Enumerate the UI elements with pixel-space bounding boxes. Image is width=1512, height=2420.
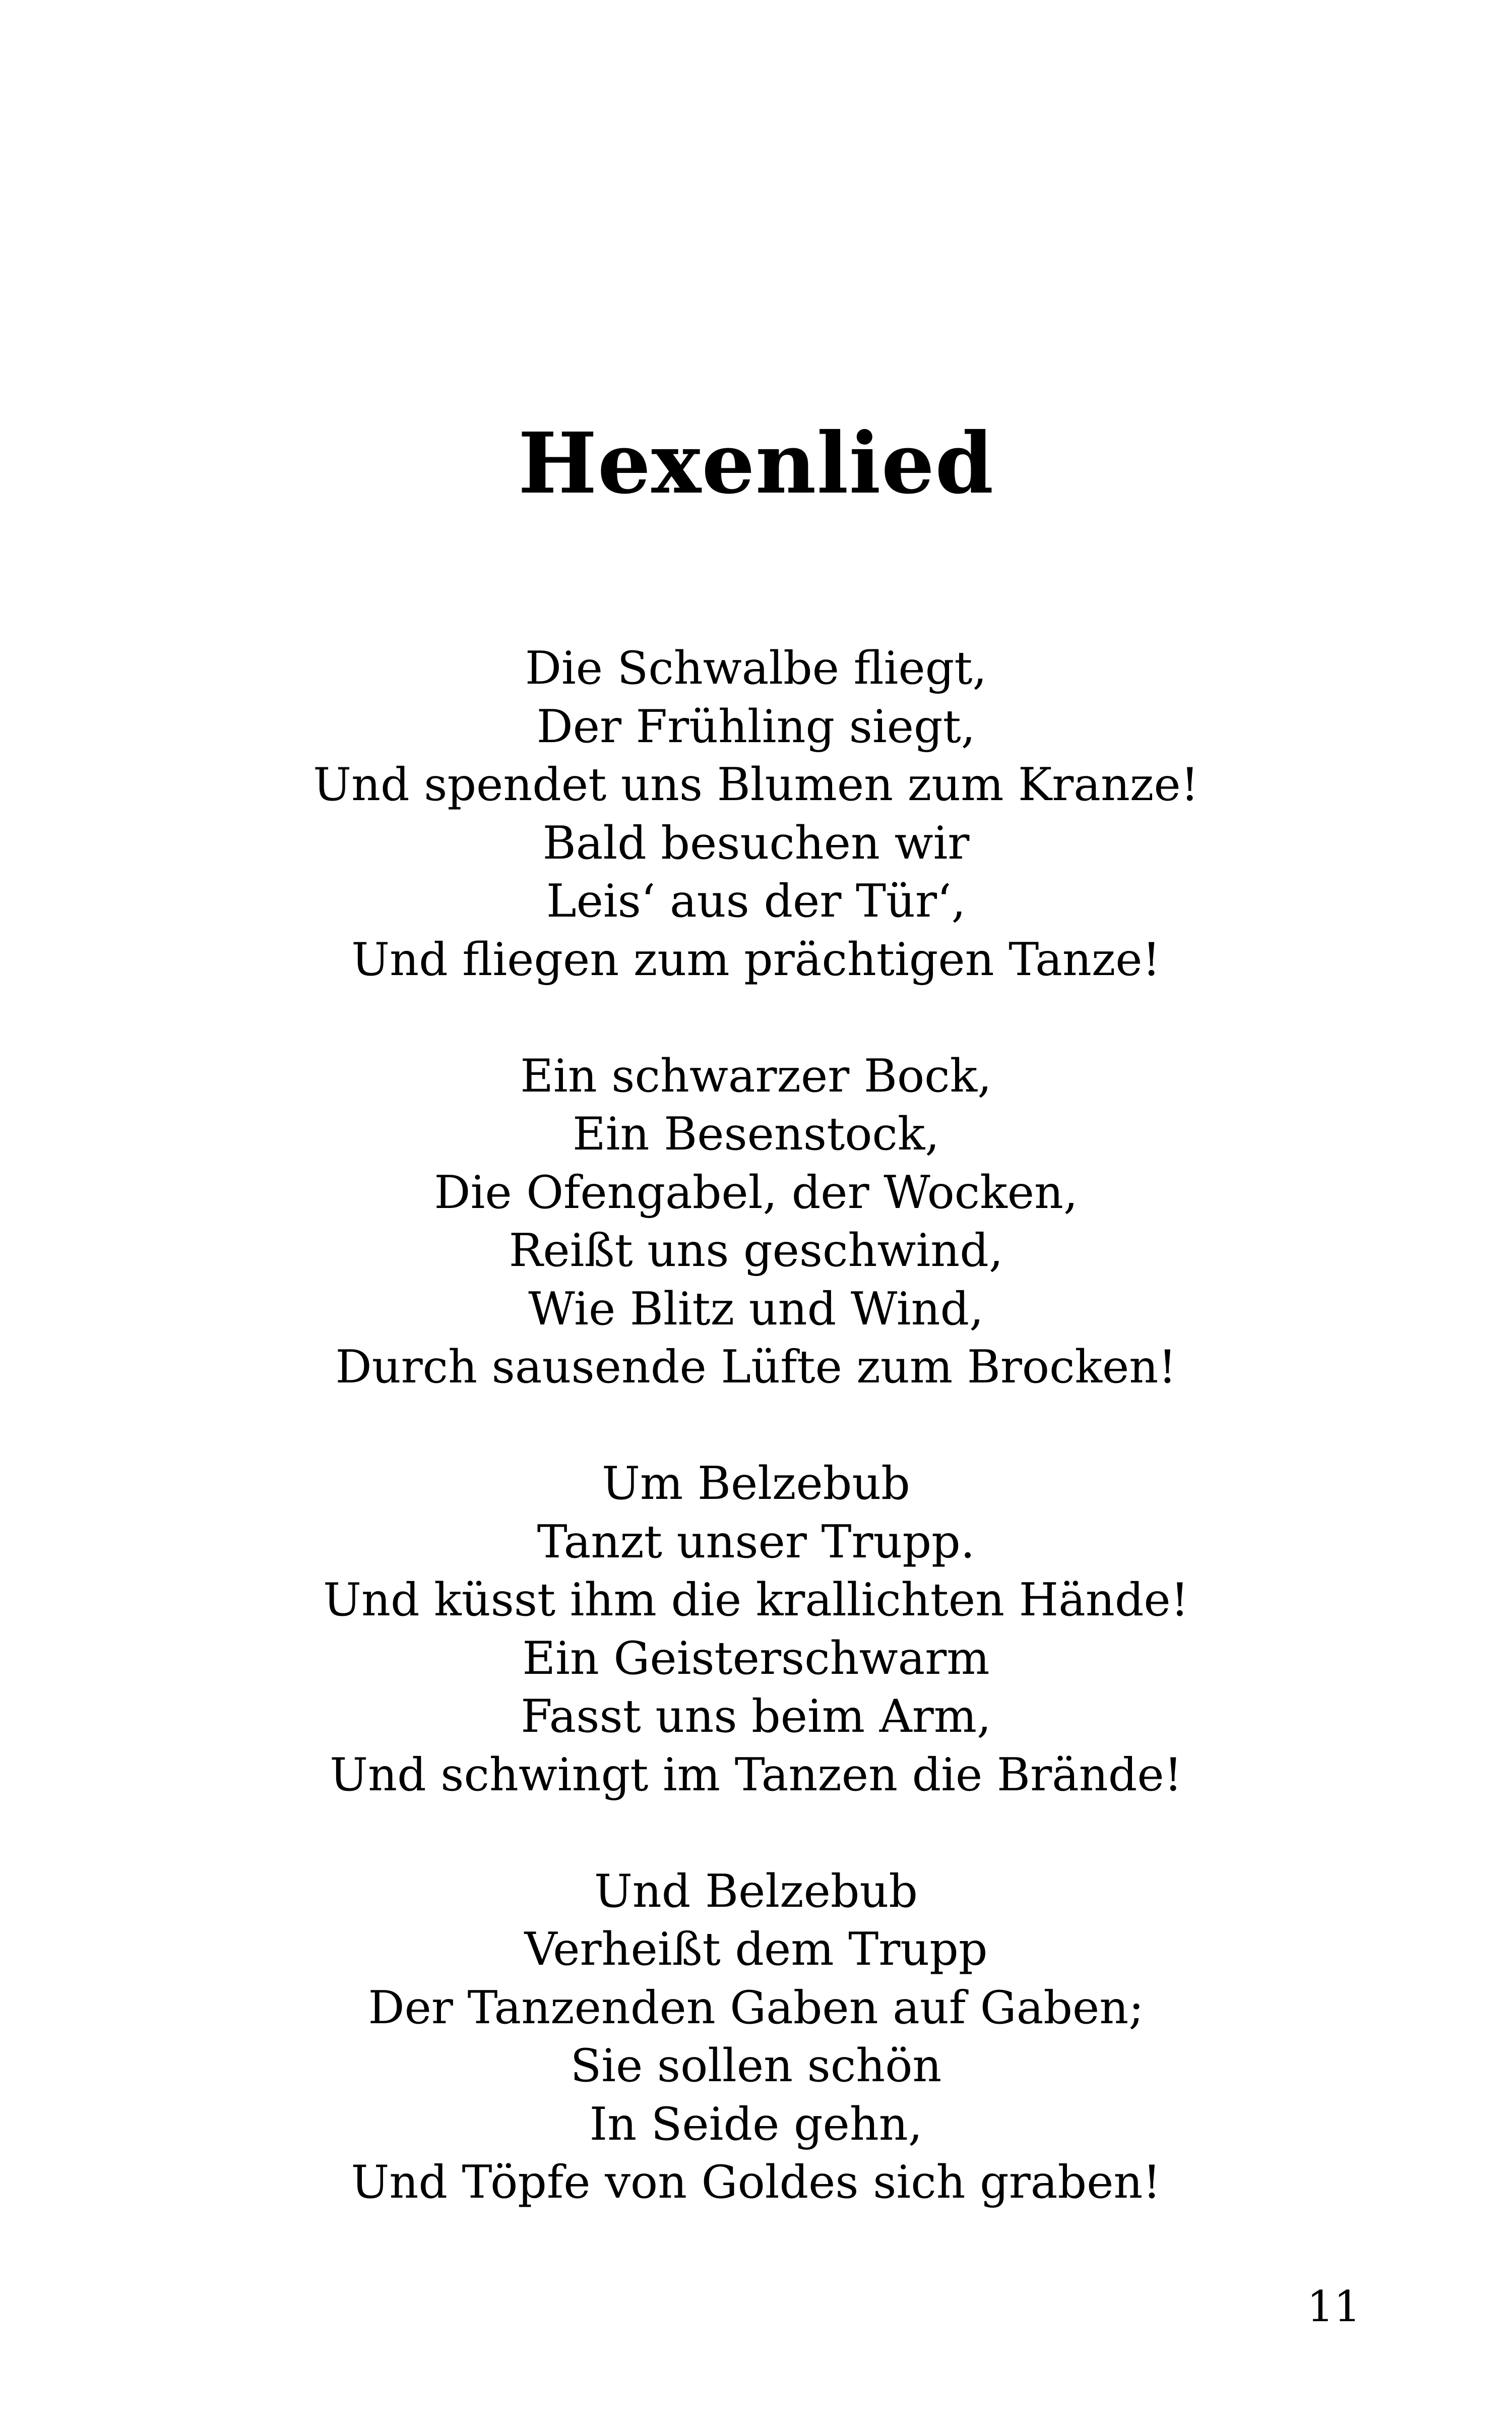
poem-line: Tanzt unser Trupp. xyxy=(537,1515,975,1568)
poem-line: Und spendet uns Blumen zum Kranze! xyxy=(313,758,1199,811)
poem-line: Und fliegen zum prächtigen Tanze! xyxy=(351,933,1161,986)
poem-line: Um Belzebub xyxy=(602,1457,910,1510)
poem-line: Der Frühling siegt, xyxy=(536,700,976,753)
poem-line: Ein schwarzer Bock, xyxy=(520,1049,992,1103)
poem-line: Durch sausende Lüfte zum Brocken! xyxy=(335,1341,1177,1394)
stanza-3 xyxy=(0,1455,1512,1804)
poem-line: Wie Blitz und Wind, xyxy=(528,1282,984,1336)
poem-line: Leis‘ aus der Tür‘, xyxy=(546,875,966,928)
poem-line: Die Schwalbe fliegt, xyxy=(525,642,987,695)
poem-line: Der Tanzenden Gaben auf Gaben; xyxy=(368,1981,1144,2034)
poem-line: Sie sollen schön xyxy=(570,2039,942,2092)
poem-body xyxy=(0,639,1512,2270)
stanza-4 xyxy=(0,1862,1512,2212)
poem-line: Und Töpfe von Goldes sich graben! xyxy=(351,2156,1161,2209)
poem-line: Reißt uns geschwind, xyxy=(509,1224,1003,1277)
poem-line: Verheißt dem Trupp xyxy=(524,1923,988,1976)
poem-title: Hexenlied xyxy=(518,414,994,513)
poem-line: Und schwingt im Tanzen die Brände! xyxy=(330,1748,1182,1801)
poem-line: Und Belzebub xyxy=(594,1864,918,1918)
stanza-2 xyxy=(0,1047,1512,1397)
stanza-1 xyxy=(0,639,1512,989)
poem-line: Bald besuchen wir xyxy=(542,816,970,870)
poem-line: Und küsst ihm die krallichten Hände! xyxy=(323,1574,1189,1626)
poem-line: Ein Besenstock, xyxy=(573,1108,939,1161)
page-number: 11 xyxy=(1307,2282,1361,2331)
poem-line: Fasst uns beim Arm, xyxy=(521,1690,991,1743)
poem-line: Ein Geisterschwarm xyxy=(522,1631,990,1685)
poem-line: In Seide gehn, xyxy=(589,2097,923,2151)
poem-line: Die Ofengabel, der Wocken, xyxy=(434,1166,1078,1219)
